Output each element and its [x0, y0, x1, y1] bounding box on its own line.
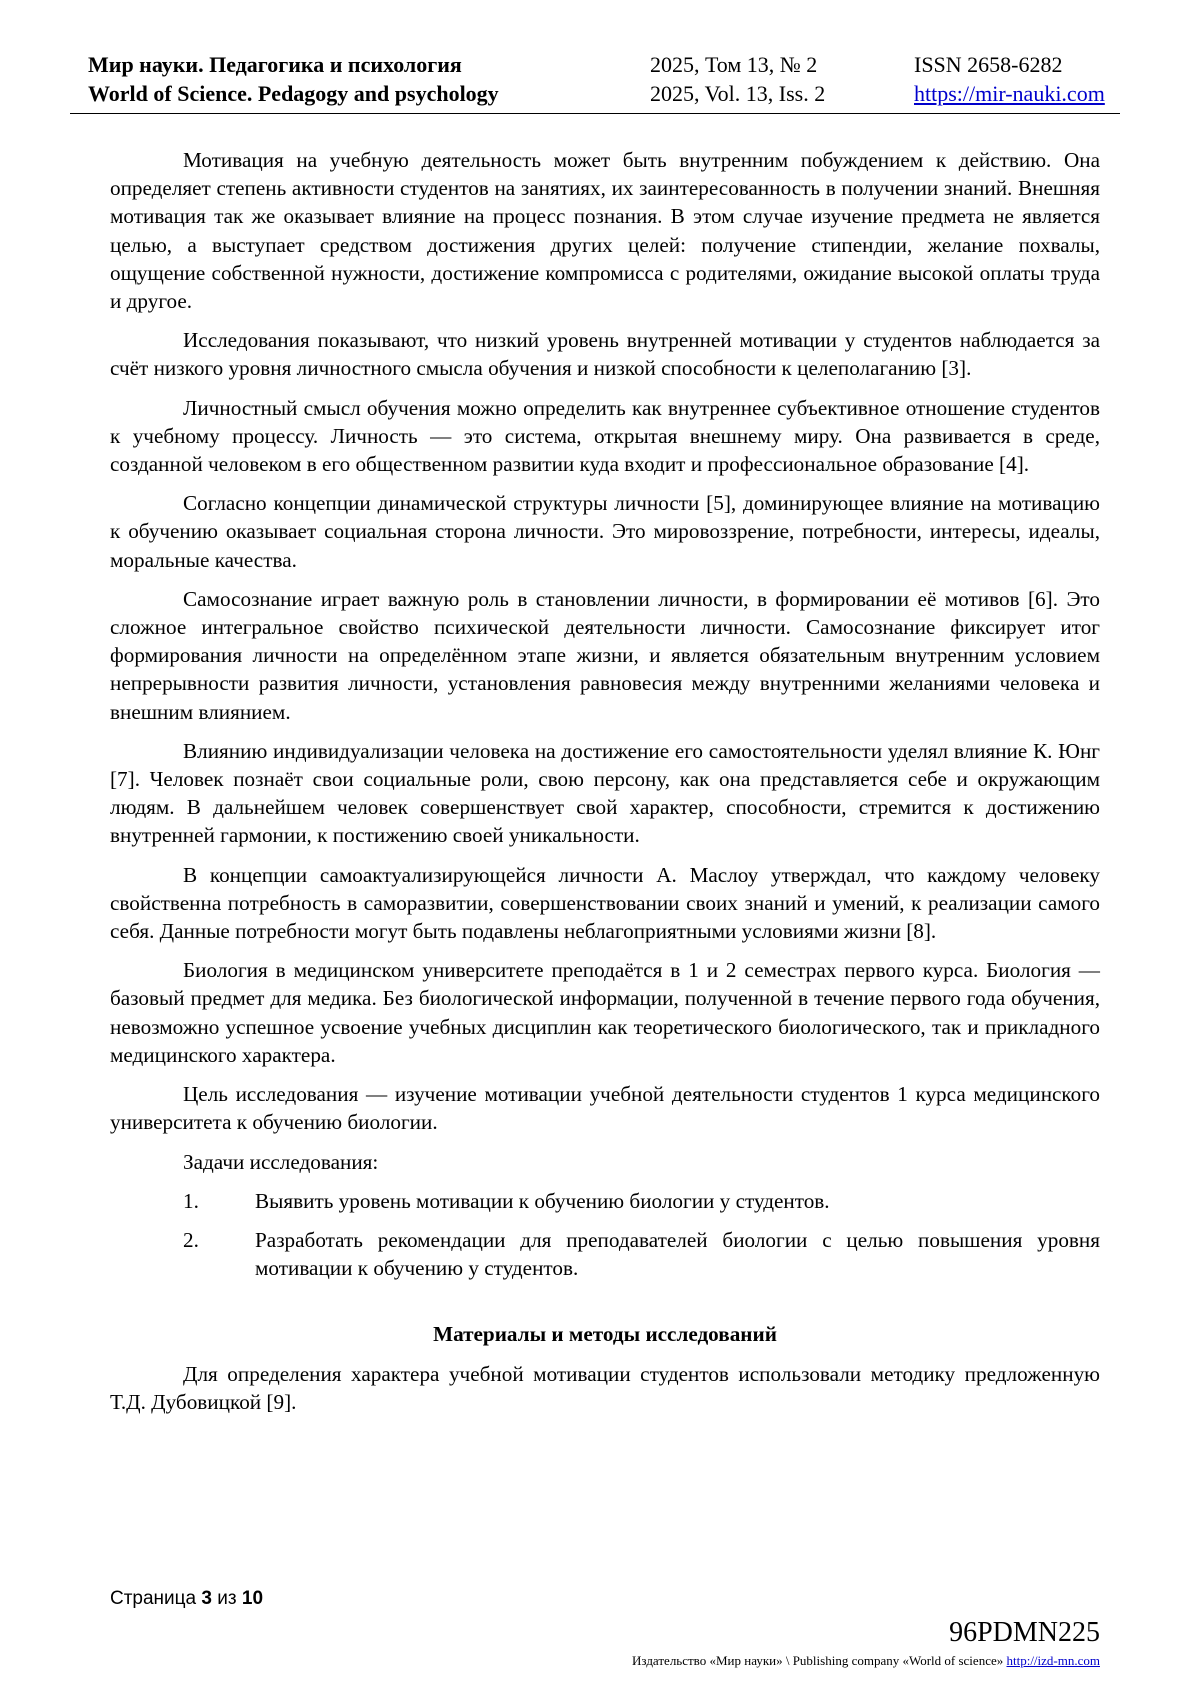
issue-en: 2025, Vol. 13, Iss. 2 — [650, 81, 826, 106]
page-number — [110, 1588, 263, 1610]
page-total: 10 — [241, 1588, 264, 1609]
task-list-item — [110, 1187, 1100, 1215]
section-title: Материалы и методы исследований — [433, 1322, 777, 1347]
body-paragraph: Мотивация на учебную деятельность может быть внутренним побуждением к действию. Она определяет степень активности студентов на занятиях, их заинтересованность в получении знаний. Внешняя мотивация так же оказывает влияние на процесс познания. В этом случае изучение предмета не является целью, а выступает средством достижения других целей: получение стипендии, желание похвалы, ощущение собственной нужности, достижение компромисса с родителями, ожидание высокой оплаты труда и другое. — [110, 148, 1100, 314]
body-paragraph: В концепции самоактуализирующейся личности А. Маслоу утверждал, что каждому человеку свойственна потребность в саморазвитии, совершенствовании своих знаний и умений, к реализации самого себя. Данные потребности могут быть подавлены неблагоприятными условиями жизни [8]. — [110, 862, 1100, 944]
page-prefix: Страница — [110, 1588, 202, 1609]
body-paragraph: Самосознание играет важную роль в становлении личности, в формировании её мотивов [6]. Это сложное интегральное свойство психической деятельности личности. Самосознание фиксирует итог формирования личности на определённом этапе жизни, и является обязательным внутренним условием непрерывности развития личности, установления равновесия между внутренними желаниями человека и внешним влиянием. — [110, 586, 1100, 724]
body-paragraph: Влиянию индивидуализации человека на достижение его самостоятельности уделял влияние К. Юнг [7]. Человек познаёт свои социальные роли, свою персону, как она представляется себе и окружающим людям. В дальнейшем человек совершенствует свой характер, способности, стремится к достижению внутренней гармонии, к постижению своей уникальности. — [110, 738, 1100, 848]
task-text: Разработать рекомендации для преподавателей биологии с целью повышения уровня мотивации к обучению у студентов. — [255, 1227, 1100, 1281]
task-number: 2. — [183, 1227, 199, 1252]
journal-title-ru: Мир науки. Педагогика и психология — [88, 52, 462, 77]
journal-url-link[interactable]: https://mir-nauki.com — [914, 81, 1105, 106]
body-paragraph: Исследования показывают, что низкий уровень внутренней мотивации у студентов наблюдается за счёт низкого уровня личностного смысла обучения и низкой способности к целеполаганию [3]. — [110, 328, 1100, 381]
header-divider — [70, 113, 1120, 114]
journal-title-en: World of Science. Pedagogy and psychology — [88, 81, 499, 106]
page-current: 3 — [201, 1588, 212, 1609]
publisher-line — [632, 1653, 1100, 1669]
page-middle: из — [211, 1588, 242, 1609]
body-paragraph: Согласно концепции динамической структуры личности [5], доминирующее влияние на мотивацию к обучению оказывает социальная сторона личности. Это мировоззрение, потребности, интересы, идеалы, моральные качества. — [110, 491, 1100, 572]
publisher-url-link[interactable]: http://izd-mn.com — [1006, 1653, 1100, 1668]
publisher-text: Издательство «Мир науки» \ Publishing company «World of science» — [632, 1653, 1007, 1668]
issue-ru: 2025, Том 13, № 2 — [650, 52, 818, 77]
body-paragraph: Цель исследования — изучение мотивации учебной деятельности студентов 1 курса медицинского университета к обучению биологии. — [110, 1082, 1100, 1135]
task-number: 1. — [183, 1188, 199, 1213]
issn-block — [914, 50, 1105, 108]
tasks-heading: Задачи исследования: — [183, 1149, 379, 1174]
body-paragraph: Личностный смысл обучения можно определить как внутреннее субъективное отношение студентов к учебному процессу. Личность — это система, открытая внешнему миру. Она развивается в среде, созданной человеком в его общественном развитии куда входит и профессиональное образование [4]. — [110, 395, 1100, 477]
article-body — [110, 146, 1100, 1427]
issn: ISSN 2658-6282 — [914, 52, 1063, 77]
task-list-item — [110, 1226, 1100, 1282]
task-text: Выявить уровень мотивации к обучению биологии у студентов. — [255, 1188, 830, 1213]
article-code: 96PDMN225 — [949, 1617, 1100, 1648]
issue-block — [650, 50, 825, 108]
journal-title-block — [88, 50, 499, 108]
body-paragraph: Биология в медицинском университете преподаётся в 1 и 2 семестрах первого курса. Биология — базовый предмет для медика. Без биологической информации, полученной в течение первого года обучения, невозможно успешное усвоение учебных дисциплин как теоретического биологического, так и прикладного медицинского характера. — [110, 958, 1100, 1067]
methods-paragraph: Для определения характера учебной мотивации студентов использовали методику предложенную Т.Д. Дубовицкой [9]. — [110, 1361, 1100, 1414]
